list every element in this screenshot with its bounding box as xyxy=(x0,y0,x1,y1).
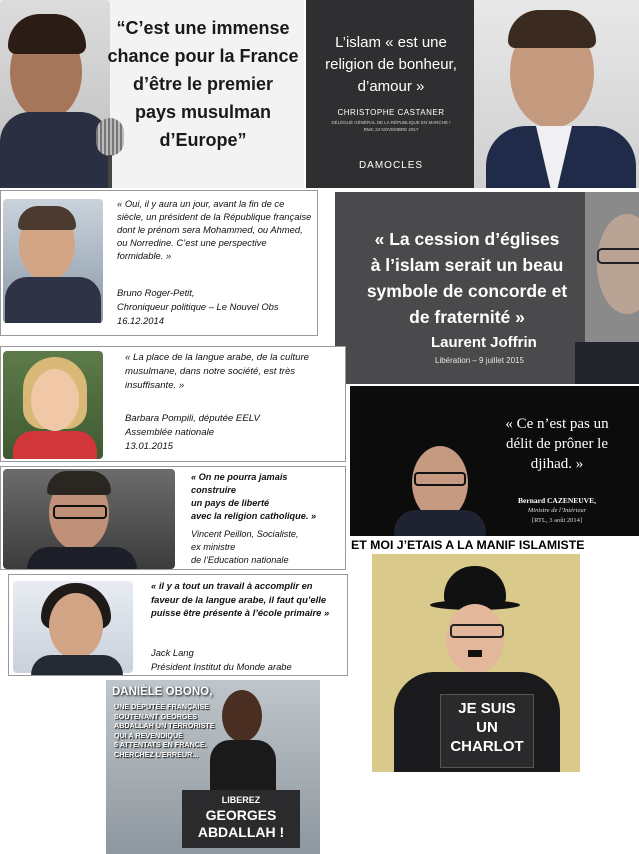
quote-line: “C’est une immense xyxy=(116,18,290,38)
quote-text xyxy=(339,226,595,330)
caption-name: DANIÈLE OBONO, xyxy=(112,686,213,698)
speaker-date: RMC 23 NOVEMBRE 2017 xyxy=(363,127,419,132)
quote-line: djihad. » xyxy=(530,456,584,472)
sign-line: GEORGES xyxy=(205,807,277,823)
person-head xyxy=(222,690,262,742)
glasses-icon xyxy=(450,624,504,638)
panel-heading-manif: ET MOI J’ETAIS A LA MANIF ISLAMISTE xyxy=(351,538,585,552)
quote-text xyxy=(104,14,302,154)
quote-line: d’Europe” xyxy=(159,130,247,150)
quote-text xyxy=(191,471,345,523)
person-suit xyxy=(5,277,101,323)
speaker-name: CHRISTOPHE CASTANER xyxy=(337,108,445,117)
quote-line: un pays de liberté xyxy=(191,498,270,508)
brand-logo: DAMOCLES xyxy=(358,160,424,171)
panel-quote-cazeneuve xyxy=(350,386,639,536)
sign-line: UN xyxy=(476,719,498,736)
glasses-icon xyxy=(53,505,107,519)
author-name: Barbara Pompili, députée EELV xyxy=(125,413,260,424)
protest-sign xyxy=(182,790,300,848)
quote-date: 13.01.2015 xyxy=(125,441,174,452)
caption-line: SOUTENANT GEORGES xyxy=(114,711,198,721)
person-head xyxy=(31,369,79,431)
sign-line: LIBEREZ xyxy=(221,795,261,805)
sign-line: CHARLOT xyxy=(450,738,524,755)
caption-text xyxy=(114,702,224,759)
quote-text: « Oui, il y aura un jour, avant la fin de ce siècle, un président de la République française dont le prénom sera Mohammed, ou Ahmed, ou Norredine. C’est une perspective formidable. » xyxy=(117,198,312,261)
person-suit xyxy=(575,342,639,384)
author-name: Vincent Peillon, Socialiste, xyxy=(191,529,299,539)
author-role-2: de l’Education nationale xyxy=(191,555,289,565)
quote-text xyxy=(478,414,636,474)
panel-quote-france-musulman xyxy=(0,0,304,188)
quote-line: de fraternité » xyxy=(409,307,525,327)
author-name: Bruno Roger-Petit, xyxy=(117,287,195,298)
assembly-label: Assemblée nationale xyxy=(125,427,215,438)
quote-source: Libération – 9 juillet 2015 xyxy=(435,356,524,365)
panel-obono xyxy=(106,680,320,854)
caption-line: CHERCHEZ L’ERREUR... xyxy=(114,749,199,759)
sign-line: JE SUIS xyxy=(458,700,516,717)
speaker-role: DÉLÉGUÉ GÉNÉRAL DE LA RÉPUBLIQUE EN MARCHE ! xyxy=(331,120,451,125)
author-name: Jack Lang xyxy=(151,647,194,658)
panel-quote-roger-petit xyxy=(0,190,318,336)
quote-line: à l’islam serait un beau xyxy=(370,255,564,275)
author-name: Laurent Joffrin xyxy=(431,334,537,351)
quote-text xyxy=(308,32,474,98)
hat-icon xyxy=(444,566,506,604)
panel-quote-joffrin xyxy=(335,192,639,384)
author-role: Président Institut du Monde arabe xyxy=(151,661,292,672)
person-head xyxy=(49,593,103,659)
person-hair xyxy=(47,471,111,495)
person-head xyxy=(446,604,504,674)
quote-line: construire xyxy=(191,485,236,495)
person-scarf xyxy=(210,740,276,790)
panel-quote-peillon xyxy=(0,466,346,570)
caption-line: ABDALLAH UN TERRORISTE xyxy=(114,721,215,730)
quote-line: avec la religion catholique. » xyxy=(191,511,317,521)
sign-line: ABDALLAH ! xyxy=(197,824,285,840)
microphone-stand xyxy=(108,155,112,188)
glasses-icon xyxy=(597,248,639,264)
person-hair xyxy=(18,206,76,230)
caption-line: UNE DÉPUTÉE FRANÇAISE xyxy=(114,702,210,711)
quote-line: « La cession d’églises xyxy=(374,229,560,249)
glasses-icon xyxy=(414,472,466,486)
quote-line: « Ce n’est pas un xyxy=(505,416,609,432)
quote-line: pays musulman xyxy=(134,102,272,122)
quote-line: d’amour » xyxy=(357,78,425,95)
person-hair xyxy=(508,10,596,48)
author-role: Ministre de l’Intérieur xyxy=(527,507,587,514)
quote-line: délit de prôner le xyxy=(505,436,609,452)
panel-quote-castaner xyxy=(306,0,639,188)
person-suit xyxy=(0,112,110,188)
person-jacket xyxy=(13,431,97,459)
author-role: ex ministre xyxy=(191,542,236,552)
author-name: Bernard CAZENEUVE, xyxy=(518,496,596,505)
quote-line: symbole de concorde et xyxy=(366,281,568,301)
quote-line: religion de bonheur, xyxy=(325,56,457,73)
quote-line: L’islam « est une xyxy=(335,34,447,51)
quote-text: « La place de la langue arabe, de la culture musulmane, dans notre société, est très insuffisante. » xyxy=(125,352,310,391)
author-role: Chroniqueur politique – Le Nouvel Obs xyxy=(117,301,279,312)
caption-line: 5 ATTENTATS EN FRANCE. xyxy=(114,740,207,749)
panel-quote-pompili xyxy=(0,346,346,462)
panel-charlot-photo xyxy=(372,554,580,772)
person-suit xyxy=(394,510,486,536)
person-suit xyxy=(31,655,123,675)
quote-text: « il y a tout un travail à accomplir en faveur de la langue arabe, il faut qu’elle puisse être présente à l’école primaire » xyxy=(151,580,330,618)
quote-line: « On ne pourra jamais xyxy=(191,472,288,482)
quote-date: 16.12.2014 xyxy=(117,315,164,326)
caption-line: QUI A REVENDIQUÉ xyxy=(114,730,183,740)
quote-line: chance pour la France xyxy=(107,46,299,66)
quote-line: d’être le premier xyxy=(132,74,274,94)
person-suit xyxy=(27,547,137,569)
panel-quote-lang xyxy=(8,574,348,676)
mustache-icon xyxy=(468,650,482,657)
protest-sign xyxy=(440,694,534,768)
quote-source: [RTL, 3 août 2014] xyxy=(531,517,583,524)
